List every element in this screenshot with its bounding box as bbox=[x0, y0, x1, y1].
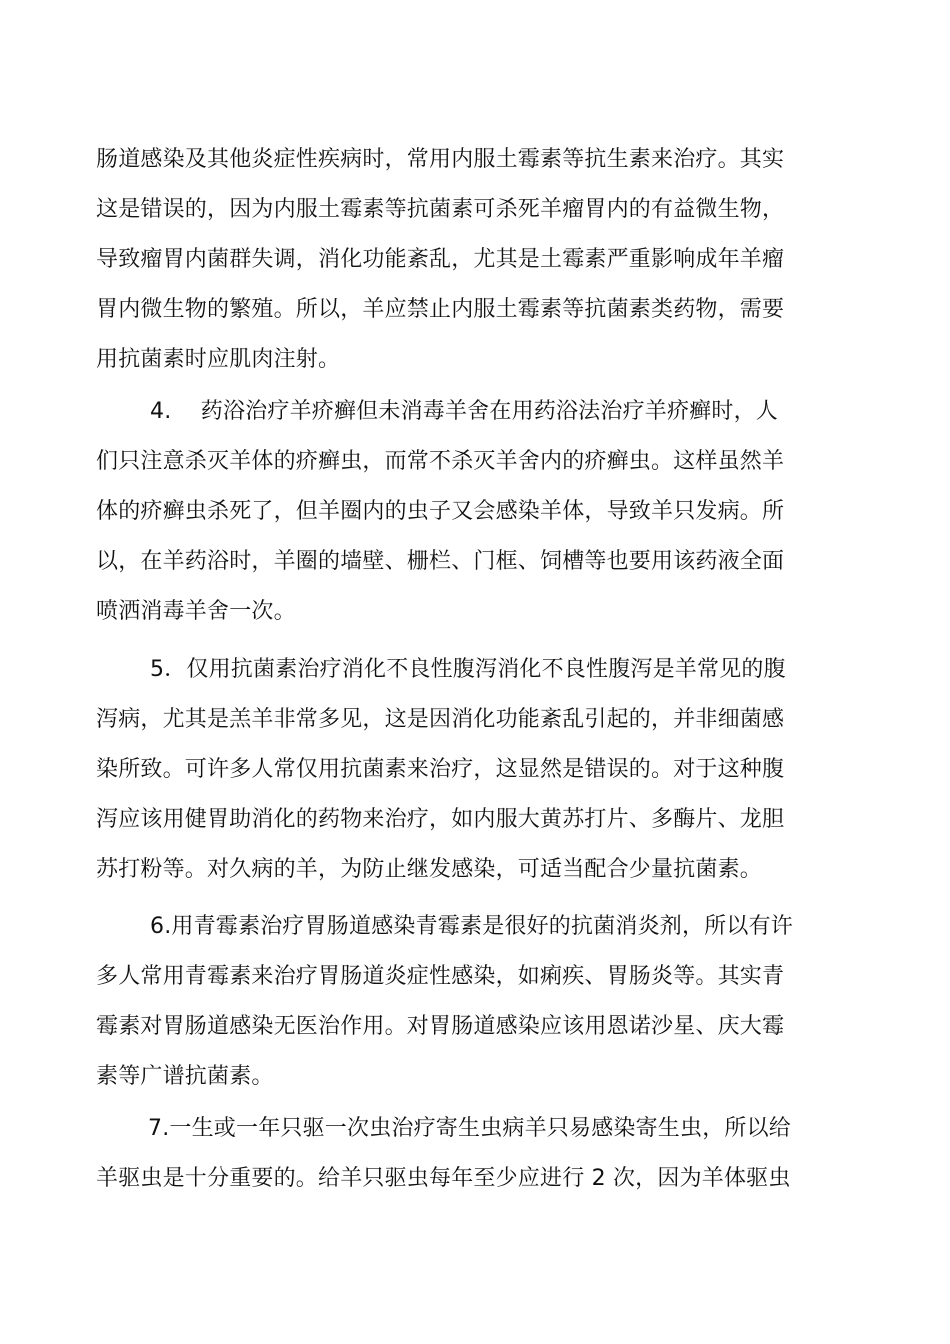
paragraph-item-7 bbox=[96, 1104, 836, 1204]
text-line: 泻病，尤其是羔羊非常多见，这是因消化功能紊乱引起的，并非细菌感 bbox=[96, 707, 785, 732]
text-line: 染所致。可许多人常仅用抗菌素来治疗，这显然是错误的。对于这种腹 bbox=[96, 757, 785, 782]
text-line: 胃内微生物的繁殖。所以，羊应禁止内服土霉素等抗菌素类药物，需要 bbox=[96, 297, 785, 322]
text-line: 霉素对胃肠道感染无医治作用。对胃肠道感染应该用恩诺沙星、庆大霉 bbox=[96, 1014, 785, 1039]
text-line: 7.一生或一年只驱一次虫治疗寄生虫病羊只易感染寄生虫，所以给 bbox=[148, 1116, 791, 1141]
text-line: 多人常用青霉素来治疗胃肠道炎症性感染，如痢疾、胃肠炎等。其实青 bbox=[96, 964, 785, 989]
text-line: 4. 药浴治疗羊疥癣但未消毒羊舍在用药浴法治疗羊疥癣时，人 bbox=[150, 399, 778, 424]
text-line: 6.用青霉素治疗胃肠道感染青霉素是很好的抗菌消炎剂，所以有许 bbox=[150, 914, 793, 939]
paragraph-item-4 bbox=[96, 387, 836, 637]
text-line: 这是错误的，因为内服土霉素等抗菌素可杀死羊瘤胃内的有益微生物， bbox=[96, 197, 785, 222]
text-line: 羊驱虫是十分重要的。给羊只驱虫每年至少应进行 2 次，因为羊体驱虫 bbox=[96, 1166, 791, 1191]
text-line: 喷洒消毒羊舍一次。 bbox=[96, 599, 296, 624]
text-line: 素等广谱抗菌素。 bbox=[96, 1064, 274, 1089]
paragraph-antibiotics-oral bbox=[96, 135, 836, 385]
text-line: 用抗菌素时应肌肉注射。 bbox=[96, 347, 341, 372]
text-line: 们只注意杀灭羊体的疥癣虫，而常不杀灭羊舍内的疥癣虫。这样虽然羊 bbox=[96, 449, 785, 474]
text-line: 苏打粉等。对久病的羊，为防止继发感染，可适当配合少量抗菌素。 bbox=[96, 857, 763, 882]
text-line: 肠道感染及其他炎症性疾病时，常用内服土霉素等抗生素来治疗。其实 bbox=[96, 147, 785, 172]
text-line: 5．仅用抗菌素治疗消化不良性腹泻消化不良性腹泻是羊常见的腹 bbox=[150, 657, 786, 682]
paragraph-item-6 bbox=[96, 902, 836, 1102]
text-line: 泻应该用健胃助消化的药物来治疗，如内服大黄苏打片、多酶片、龙胆 bbox=[96, 807, 785, 832]
text-line: 体的疥癣虫杀死了，但羊圈内的虫子又会感染羊体，导致羊只发病。所 bbox=[96, 499, 785, 524]
text-line: 导致瘤胃内菌群失调，消化功能紊乱，尤其是土霉素严重影响成年羊瘤 bbox=[96, 247, 785, 272]
paragraph-item-5 bbox=[96, 645, 836, 895]
text-line: 以，在羊药浴时，羊圈的墙壁、栅栏、门框、饲槽等也要用该药液全面 bbox=[96, 549, 785, 574]
